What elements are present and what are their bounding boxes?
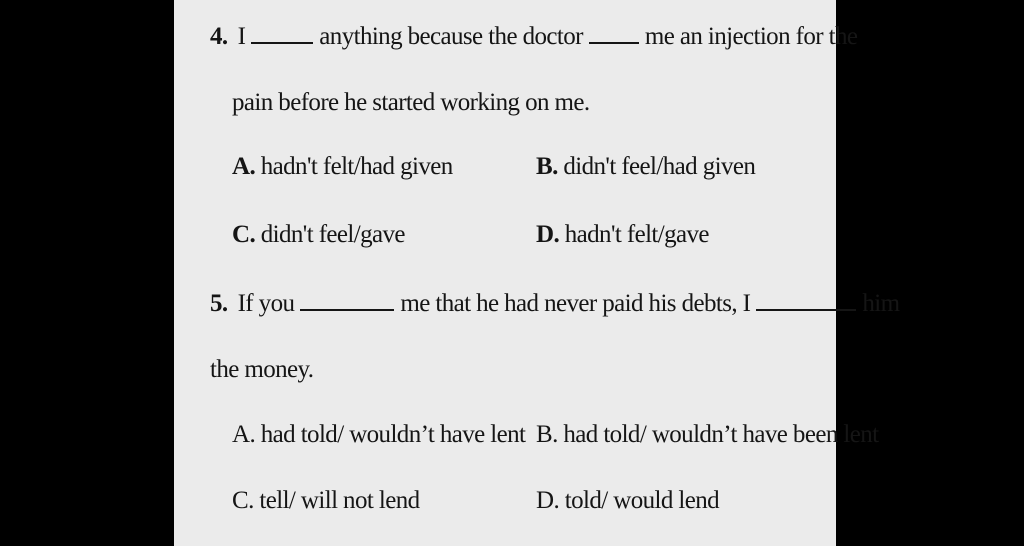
- question-4-text-1: I: [237, 23, 246, 50]
- question-4-blank-1: [251, 20, 313, 44]
- question-5-option-c[interactable]: [232, 486, 420, 516]
- question-4-text-3: me an injection for the: [644, 23, 858, 50]
- option-text: hadn't felt/gave: [564, 221, 709, 248]
- question-5-blank-1: [300, 287, 394, 311]
- question-5-text-2: me that he had never paid his debts, I: [400, 290, 751, 317]
- question-5-option-d[interactable]: [536, 486, 719, 516]
- worksheet-page: [174, 0, 900, 546]
- option-text: didn't feel/gave: [260, 221, 405, 248]
- option-text: had told/ wouldn’t have lent: [260, 421, 526, 448]
- question-4-line-1: [210, 20, 857, 52]
- question-5-text-3: him: [862, 290, 900, 317]
- question-4-option-b[interactable]: [536, 152, 755, 182]
- option-letter: B.: [536, 153, 558, 180]
- option-letter: A.: [232, 421, 256, 448]
- option-text: had told/ wouldn’t have been lent: [563, 421, 879, 448]
- option-letter: B.: [536, 421, 558, 448]
- question-4-option-c[interactable]: [232, 220, 405, 250]
- question-4-blank-2: [589, 20, 639, 44]
- question-4-line-2: pain before he started working on me.: [232, 89, 590, 116]
- question-5-option-a[interactable]: [232, 420, 525, 450]
- option-text: tell/ will not lend: [259, 487, 420, 514]
- question-5-line-2: the money.: [210, 356, 314, 383]
- question-5-text-1: If you: [237, 290, 295, 317]
- question-5-number: 5.: [210, 290, 228, 317]
- question-4-option-d[interactable]: [536, 220, 709, 250]
- question-5-line-1: [210, 287, 899, 319]
- question-5-option-b[interactable]: [536, 420, 878, 450]
- option-text: told/ would lend: [564, 487, 720, 514]
- question-5-blank-2: [756, 287, 856, 311]
- option-letter: C.: [232, 221, 256, 248]
- question-4-text-2: anything because the doctor: [319, 23, 583, 50]
- option-letter: D.: [536, 487, 560, 514]
- option-letter: A.: [232, 153, 256, 180]
- option-letter: D.: [536, 221, 560, 248]
- option-letter: C.: [232, 487, 254, 514]
- option-text: didn't feel/had given: [563, 153, 756, 180]
- option-text: hadn't felt/had given: [260, 153, 453, 180]
- question-4-number: 4.: [210, 23, 228, 50]
- question-4-option-a[interactable]: [232, 152, 453, 182]
